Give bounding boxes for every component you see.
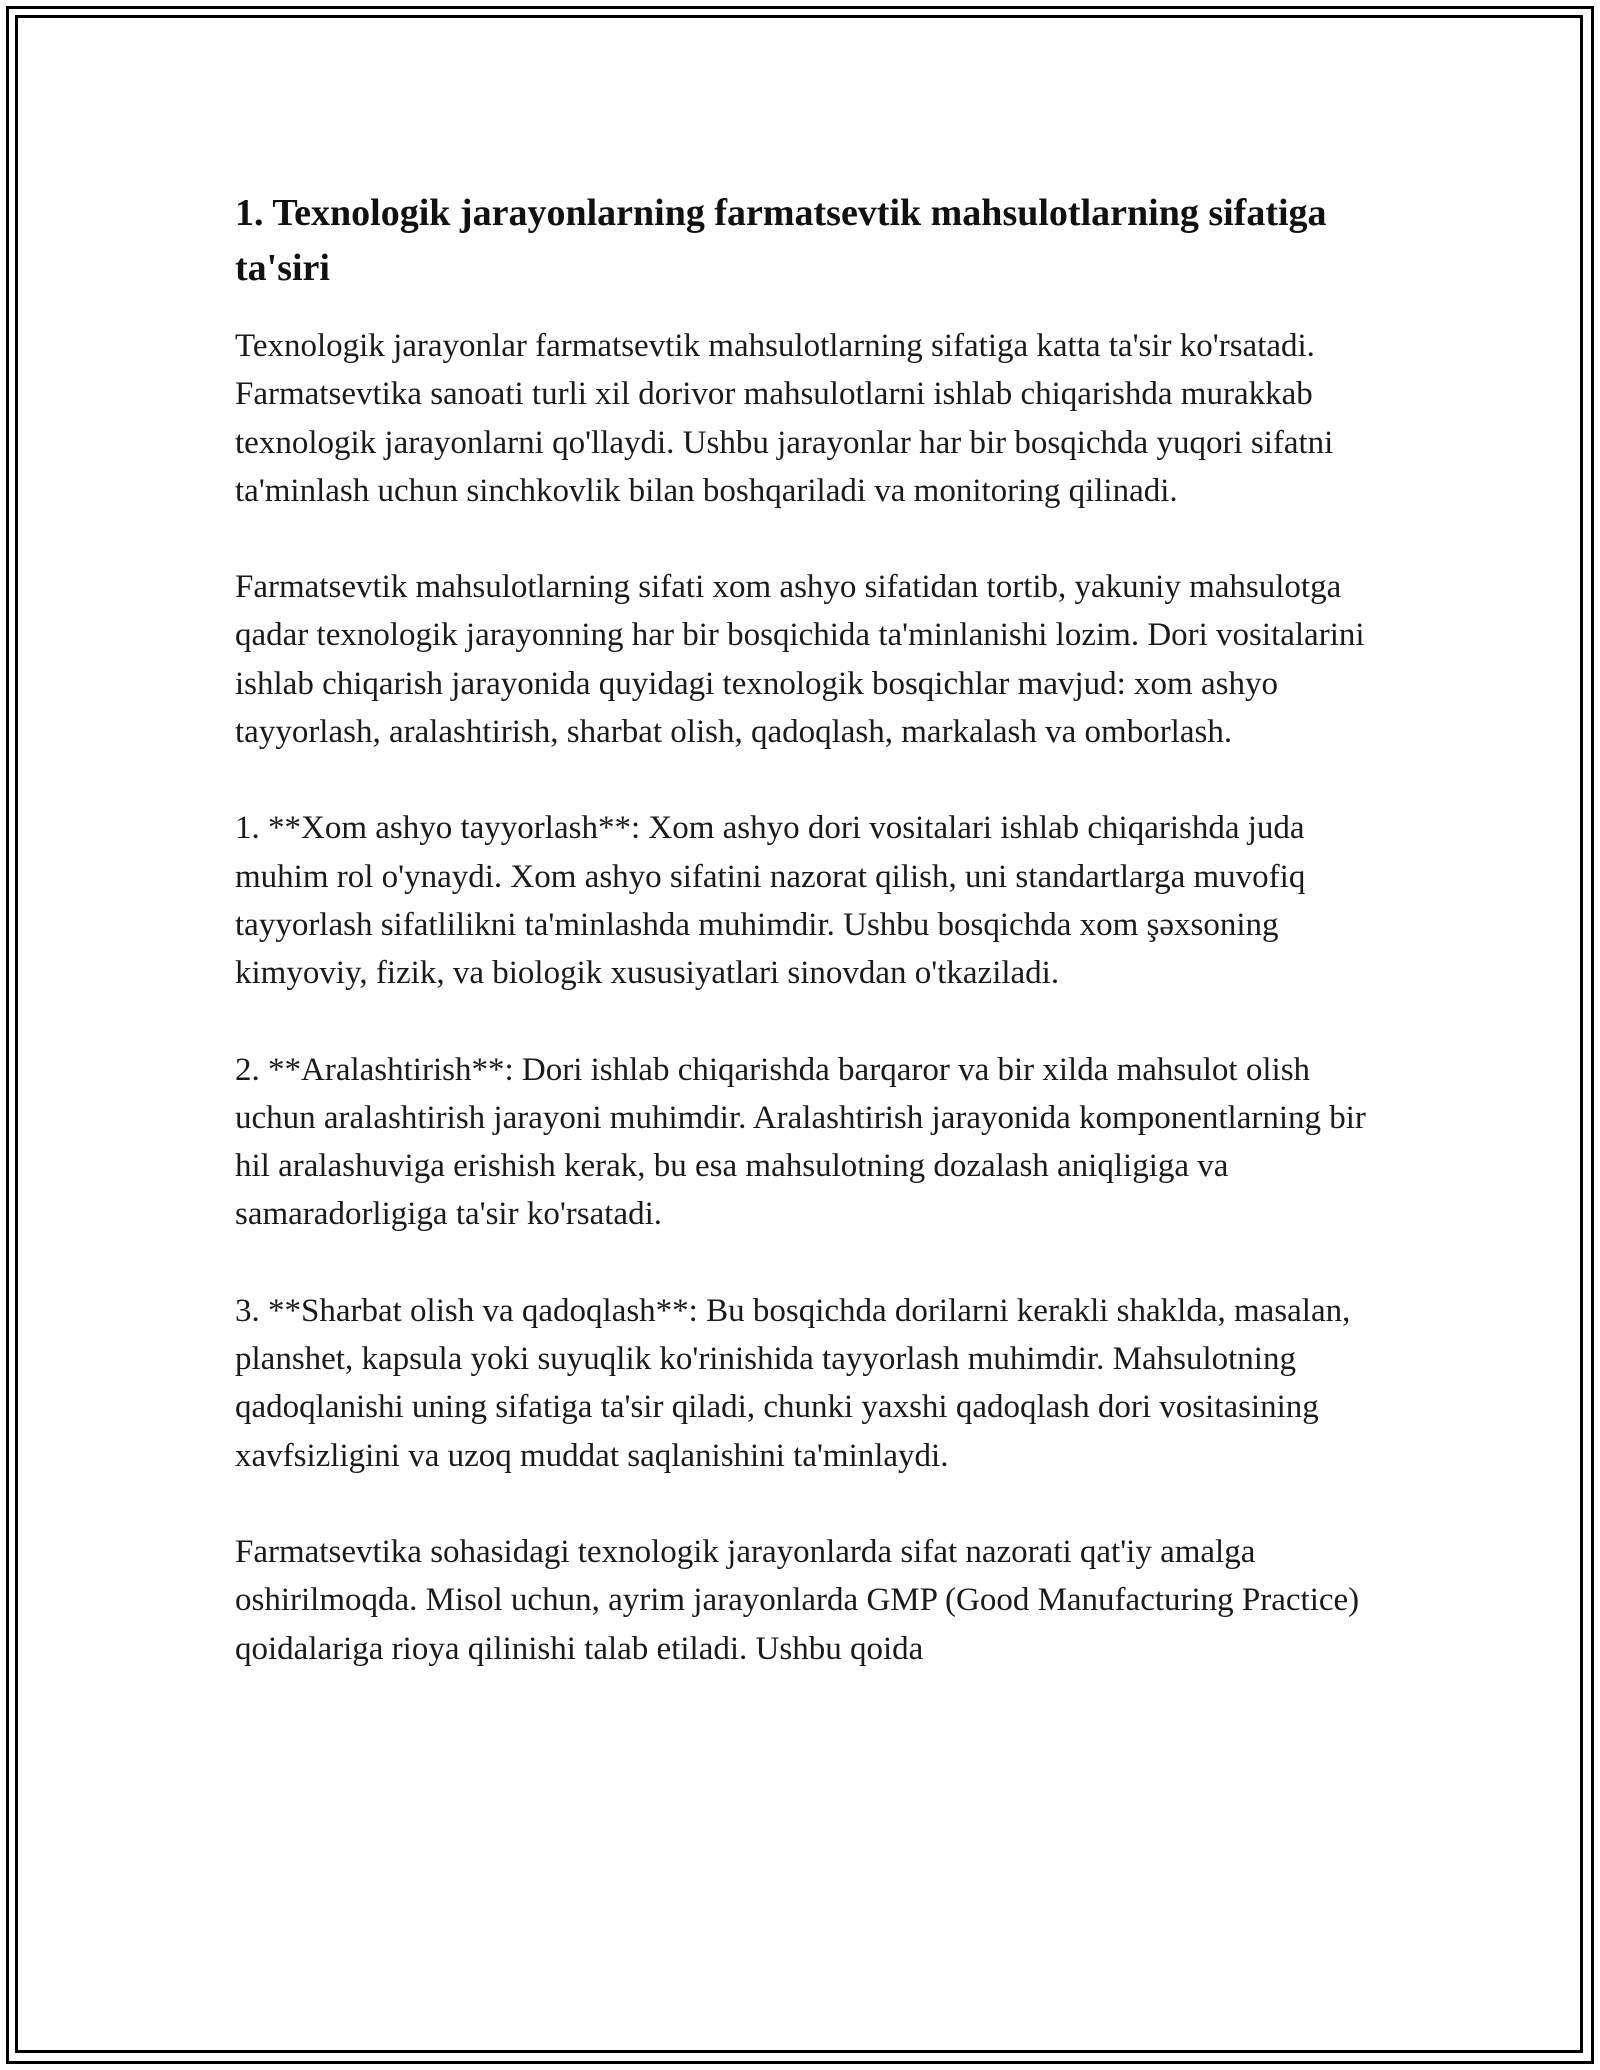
paragraph-gmp: Farmatsevtika sohasidagi texnologik jarayonlarda sifat nazorati qat'iy amalga oshirilmoqda. Misol uchun, ayrim jarayonlarda GMP (Good Manufacturing Practice) qoidalariga rioya qilinishi talab etiladi. Ushbu qoida [235, 1533, 1360, 1667]
paragraph-quality-stages: Farmatsevtik mahsulotlarning sifati xom ashyo sifatidan tortib, yakuniy mahsulotga qadar texnologik jarayonning har bir bosqichida ta'minlanishi lozim. Dori vositalarini ishlab chiqarish jarayonida quyidagi texnologik bosqichlar mavjud: xom ashyo tayyorlash, aralashtirish, sharbat olish, qadoqlash, markalash va omborlash. [235, 569, 1365, 751]
paragraph-mixing: 2. **Aralashtirish**: Dori ishlab chiqarishda barqaror va bir xilda mahsulot olish uchun aralashtirish jarayoni muhimdir. Aralashtirish jarayonida komponentlarning bir hil aralashuviga erishish kerak, bu esa mahsulotning dozalash aniqligiga va samaradorligiga ta'sir ko'rsatadi. [235, 1051, 1366, 1233]
paragraph-raw-material: 1. **Xom ashyo tayyorlash**: Xom ashyo dori vositalari ishlab chiqarishda juda muhim rol o'ynaydi. Xom ashyo sifatini nazorat qilish, uni standartlarga muvofiq tayyorlash sifatlilikni ta'minlashda muhimdir. Ushbu bosqichda xom şəxsoning kimyoviy, fizik, va biologik xususiyatlari sinovdan o'tkaziladi. [235, 810, 1306, 992]
paragraph-packaging: 3. **Sharbat olish va qadoqlash**: Bu bosqichda dorilarni kerakli shaklda, masalan, planshet, kapsula yoki suyuqlik ko'rinishida tayyorlash muhimdir. Mahsulotning qadoqlanishi uning sifatiga ta'sir qiladi, chunki yaxshi qadoqlash dori vositasining xavfsizligini va uzoq muddat saqlanishini ta'minlaydi. [235, 1292, 1351, 1474]
paragraph-intro: Texnologik jarayonlar farmatsevtik mahsulotlarning sifatiga katta ta'sir ko'rsatadi. Farmatsevtika sanoati turli xil dorivor mahsulotlarni ishlab chiqarishda murakkab texnologik jarayonlarni qo'llaydi. Ushbu jarayonlar har bir bosqichda yuqori sifatni ta'minlash uchun sinchkovlik bilan boshqariladi va monitoring qilinadi. [235, 328, 1334, 509]
document-body [235, 186, 1385, 1721]
section-heading: 1. Texnologik jarayonlarning farmatsevtik mahsulotlarning sifatiga ta'siri [235, 192, 1327, 289]
